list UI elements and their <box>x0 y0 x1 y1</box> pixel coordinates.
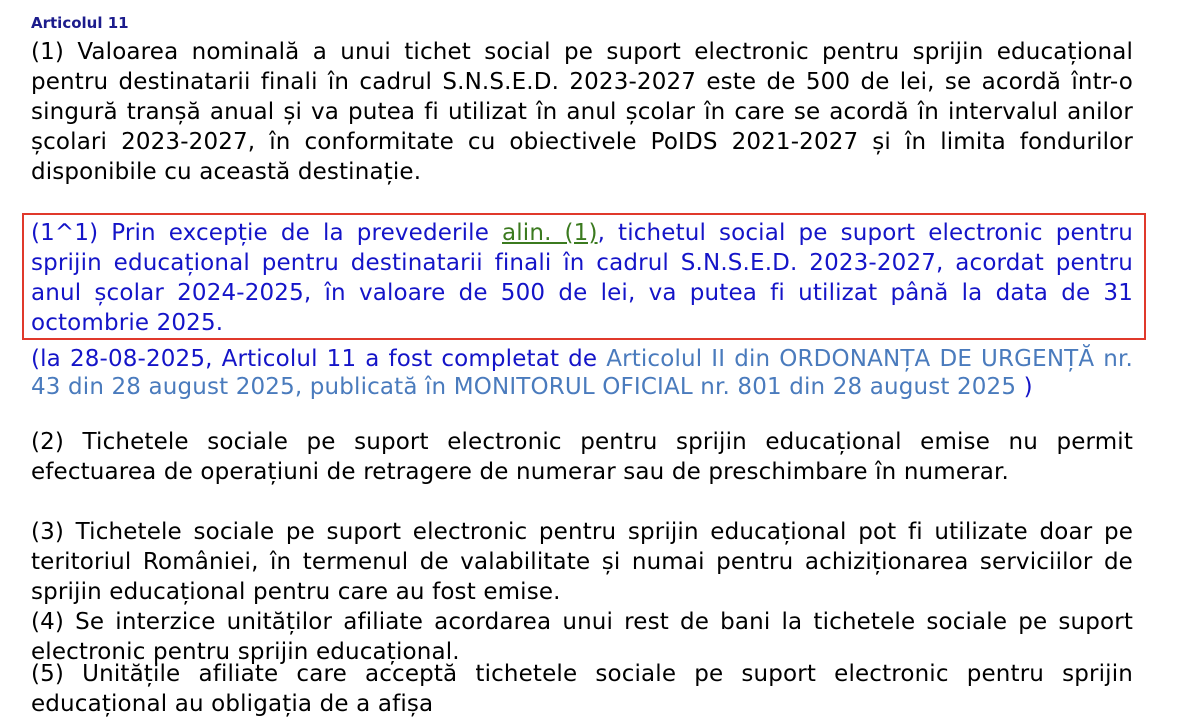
amendment-note <box>31 345 1133 401</box>
amendment-note-prefix: (la 28-08-2025, Articolul 11 a fost completat de <box>31 346 607 372</box>
highlight-box <box>22 213 1146 340</box>
paragraph-4: (4) Se interzice unităților afiliate acordarea unui rest de bani la tichetele sociale pe suport electronic pentru sprijin educațional. <box>31 609 1133 665</box>
paragraph-1-1-text-before: (1^1) Prin excepție de la prevederile <box>31 220 503 246</box>
paragraph-3: (3) Tichetele sociale pe suport electronic pentru sprijin educațional pot fi utilizate doar pe teritoriul României, în termenul de valabilitate și numai pentru achiziționarea serviciilor de sprijin educațional pentru care au fost emise. <box>31 519 1133 605</box>
paragraph-5: (5) Unitățile afiliate care acceptă tichetele sociale pe suport electronic pentru sprijin educațional au obligația de a afișa <box>31 661 1133 717</box>
paragraph-2: (2) Tichetele sociale pe suport electronic pentru sprijin educațional emise nu permit efectuarea de operațiuni de retragere de numerar sau de preschimbare în numerar. <box>31 429 1133 485</box>
paragraph-1-1-text-after: , tichetul social pe suport electronic pentru sprijin educațional pentru destinatarii finali în cadrul S.N.S.E.D. 2023-2027, acordat pentru anul școlar 2024-2025, în valoare de 500 de lei, va putea fi utilizat până la data de 31 octombrie 2025. <box>31 220 1133 336</box>
article-title: Articolul 11 <box>31 14 129 32</box>
paragraph-1: (1) Valoarea nominală a unui tichet social pe suport electronic pentru sprijin educațional pentru destinatarii finali în cadrul S.N.S.E.D. 2023-2027 este de 500 de lei, se acordă într-o singură tranșă anual și va putea fi utilizat în anul școlar în care se acordă în intervalul anilor școlari 2023-2027, în conformitate cu obiectivele PoIDS 2021-2027 și în limita fondurilor disponibile cu această destinație. <box>31 39 1133 185</box>
amendment-note-suffix: ) <box>1016 374 1033 400</box>
amending-act-link[interactable]: Articolul II din ORDONANȚA DE URGENȚĂ nr. 43 din 28 august 2025, publicată în MONITORUL OFICIAL nr. 801 din 28 august 2025 <box>31 346 1133 400</box>
alin-1-link[interactable]: alin. (1) <box>502 220 598 246</box>
